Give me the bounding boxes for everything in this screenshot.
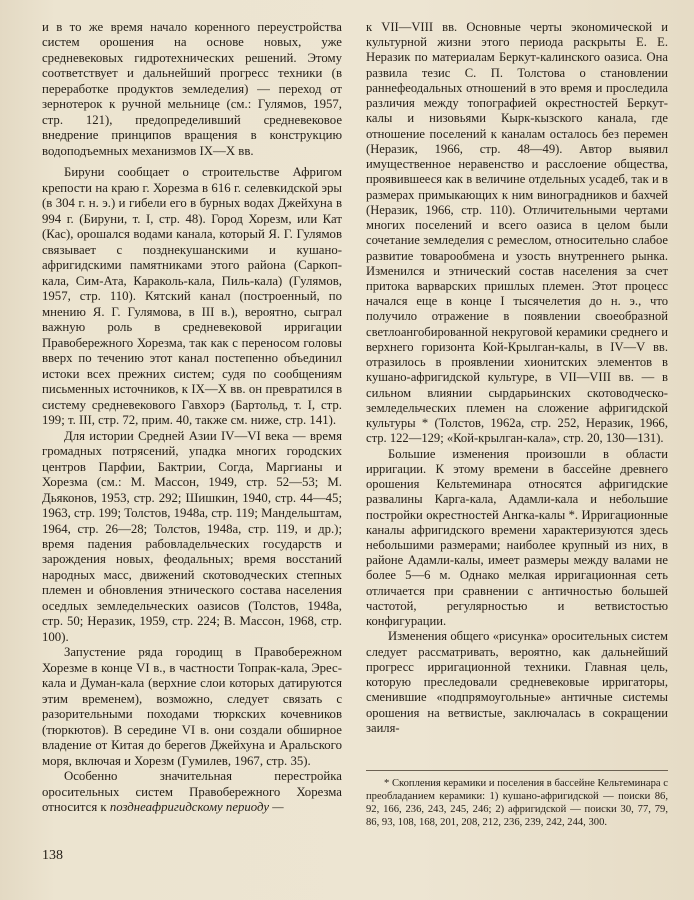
italic-term: позднеафригидскому периоду — (109, 800, 284, 815)
paragraph: и в то же время начало коренного переустройства систем орошения на основе новых, уже средневековых гидротехнических решений. Этому соответствует и дальнейший прогресс техники (в переработке продуктов земледелия) — переход от зернотерок к ручной мельнице (см.: Гулямов, 1957, стр. 121), предопределивший средневековое внедрение принципов вращения в конструкцию водоподъемных механизмов IX—X вв. (42, 20, 342, 158)
paragraph-text: Особенно значительная перестройка оросительных систем Правобережного Хорезма относится к (42, 769, 342, 815)
page-number: 138 (42, 848, 63, 863)
paragraph: Для истории Средней Азии IV—VI века — время громадных потрясений, упадка многих городских центров Парфии, Бактрии, Согда, Маргианы и Хорезма (см.: М. Массон, 1949, стр. 52—53; М. Дьяконов, 1953, стр. 292; Шишкин, 1940, стр. 44—45; 1963, стр. 199; Толстов, 1948а, стр. 119; Мандельштам, 1964, стр. 26—28; Толстов, 1948а, стр. 119, и др.); время падения рабовладельческих государств и зарождения новых, феодальных; время восстаний народных масс, движений скотоводческих степных племен и обновления этнического состава населения оседлых земледельческих оазисов (Толстов, 1948а, стр. 50; Неразик, 1959, стр. 224; В. Массон, 1968, стр. 100). (42, 428, 342, 644)
right-text-column (366, 20, 668, 736)
paragraph: Бируни сообщает о строительстве Афригом крепости на краю г. Хорезма в 616 г. селевкидской эры (в 304 г. н. э.) и гибели его в бурных водах Джейхуна в 994 г. (Бируни, т. I, стр. 48). Город Хорезм, или Кат (Кас), орошался водами канала, который Я. Г. Гулямов связывает с позднекушанскими и кушано-афригидскими памятниками этого района (Саркоп-кала, Сим-Ата, Караколь-кала, Пиль-кала) (Гулямов, 1957, стр. 110). Кятский канал (построенный, по мнению Я. Г. Гулямова, в III в.), вероятно, сыграл важную роль в средневековой ирригации Правобережного Хорезма, так как с переносом головы вверх по течению этот канал постепенно объединил истоки всех прежних систем; судя по сообщениям письменных источников, к IX—X вв. он превратился в систему средневекового Гавхорэ (Бартольд, т. I, стр. 199; т. III, стр. 72, прим. 40, также см. ниже, стр. 141). (42, 165, 342, 428)
footnote-text: * Скопления керамики и поселения в бассейне Кельтеминара с преобладанием керамики: 1) кушано-афригидской — поиски 86, 92, 166, 236, 243, 245, 246; 2) афригидской — поиски 30, 77, 79, 86, 93, 108, 168, 201, 208, 212, 236, 239, 242, 244, 300. (366, 778, 668, 828)
paragraph: Запустение ряда городищ в Правобережном Хорезме в конце VI в., в частности Топрак-кала, Эрес-кала и Думан-кала (верхние слои которых датируются этим временем), возможно, следует связать с разорительными походами тюркских кочевников (тюркютов). В середине VI в. они создали обширное владение от Китая до берегов Джейхуна и Аральского моря, включая и Хорезм (Гумилев, 1967, стр. 35). (42, 645, 342, 768)
paragraph: Изменения общего «рисунка» оросительных систем следует рассматривать, вероятно, как дальнейший прогресс ирригационной техники. Главная цель, которую преследовали средневековые ирригаторы, сменившие «подпрямоугольные» античные системы орошения на ветвистые, заключалась в сокращении заиля- (366, 629, 668, 735)
paragraph: Большие изменения произошли в области ирригации. К этому времени в бассейне древнего орошения Кельтеминара относятся афригидские развалины Карга-кала, Адамли-кала и небольшие постройки окрестностей Ангка-калы *. Ирригационные каналы афригидского времени характеризуются здесь небольшими размерами; наиболее крупный из них, в районе Адамли-калы, имеет размеры между валами не более 5—6 м. Однако мелкая ирригационная сеть отличается при сравнении с античностью большей частотой, регулярностью и ветвистостью конфигурации. (366, 446, 668, 629)
left-text-column (42, 20, 342, 816)
footnote (366, 770, 668, 829)
paragraph: к VII—VIII вв. Основные черты экономической и культурной жизни этого периода раскрыты Е. Е. Неразик по материалам Беркут-калинского оазиса. Она развила тезис С. П. Толстова о становлении раннефеодальных отношений в это время и проследила различия между топографией окрестностей Беркут-калы и низовьями Кырк-кызского канала, где отношение поселений к каналам осталось без перемен (Неразик, 1966, стр. 48—49). Автор выявил имущественное неравенство и расслоение общества, проявившееся как в величине отдельных усадеб, так и в размерах примыкающих к ним виноградников и бахчей (Неразик, 1966, стр. 110). Отличительными чертами многих поселений и всего оазиса в целом были сочетание земледелия с ремеслом, относительно слабое развитие товарообмена и узость внутреннего рынка. Изменился и этнический состав населения за счет притока варварских пришлых племен. Этот процесс начался еще в конце I тысячелетия до н. э., что получило отражение в появлении своеобразной светлоангобированной некруговой керамики среднего и верхнего горизонта Кой-Крылган-калы, в IV—V вв. отразилось в проявлении хионитских элементов в кушано-афригидской культуре, в VII—VIII вв. — в сильном влиянии сырдарьинских скотоводческо-земледельческих племен на сложение афригидской культуры * (Толстов, 1962а, стр. 252, Неразик, 1966, стр. 122—129; «Кой-крылган-кала», стр. 20, 130—131). (366, 20, 668, 446)
paragraph-last (42, 769, 342, 815)
